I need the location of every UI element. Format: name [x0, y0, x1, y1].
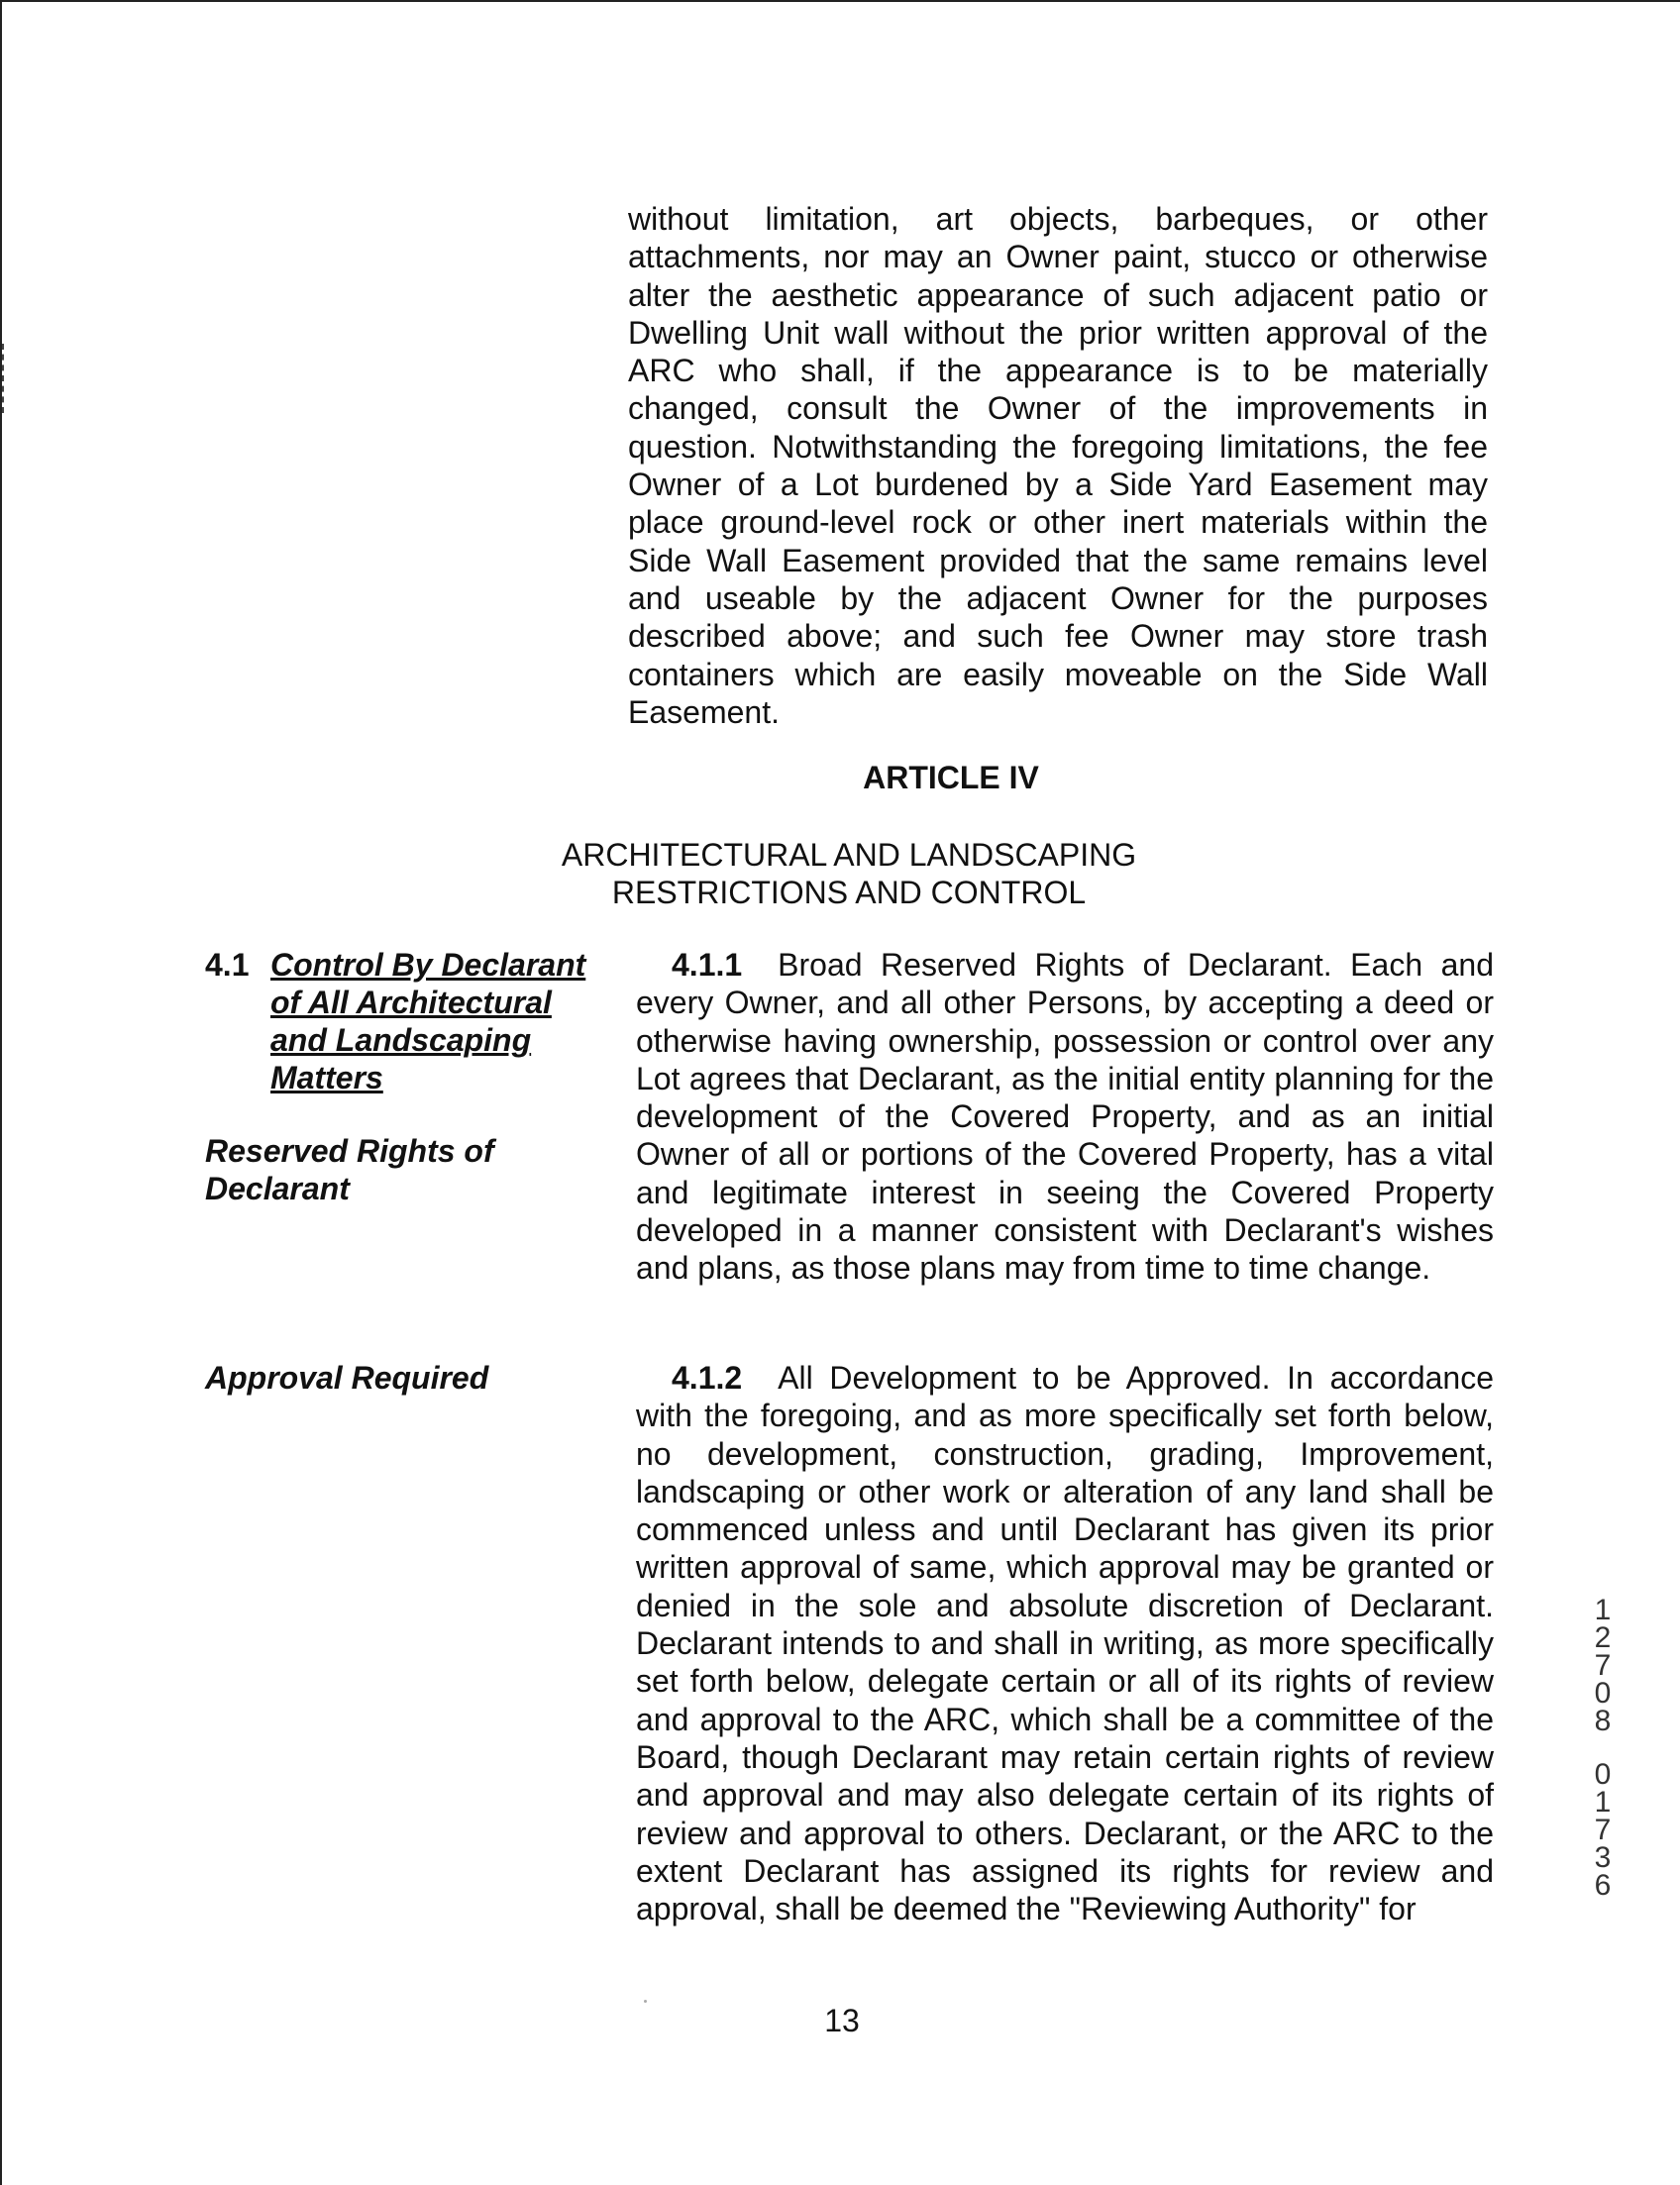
stamp-digit: 6 [1594, 1869, 1612, 1902]
section-4-1-2 [636, 1359, 1494, 1927]
section-4-1-1 [636, 946, 1494, 1288]
stamp-digit: 8 [1594, 1705, 1612, 1737]
stamp-digit: 7 [1594, 1814, 1612, 1846]
article-subtitle-line-1: ARCHITECTURAL AND LANDSCAPING [561, 837, 1137, 873]
stamp-digit: 3 [1594, 1841, 1612, 1874]
section-4-1-1-text: Broad Reserved Rights of Declarant. Each and every Owner, and all other Persons, by accepting a deed or otherwise having ownership, possession or control over any Lot agrees that Declarant, as the initial entity planning for the development of the Covered Property, and as an initial Owner of all or portions of the Covered Property, has a vital and legitimate interest in seeing the Covered Property developed in a manner consistent with Declarant's wishes and plans, as those plans may from time to time change. [636, 947, 1494, 1287]
scan-edge-mark [2, 344, 8, 413]
sidebar-reserved-line-2: Declarant [205, 1171, 350, 1206]
sidebar-approval-required: Approval Required [205, 1360, 489, 1396]
stamp-digit: 2 [1594, 1621, 1612, 1654]
stamp-digit: 1 [1594, 1786, 1612, 1819]
stamp-digit: 7 [1594, 1649, 1612, 1682]
stamp-digit: 0 [1594, 1758, 1612, 1791]
sidebar-reserved-line-1: Reserved Rights of [205, 1133, 494, 1169]
article-title: ARTICLE IV [863, 760, 1039, 795]
page-number: 13 [824, 2003, 860, 2038]
stamp-digit: 0 [1594, 1677, 1612, 1710]
section-4-1-2-text: All Development to be Approved. In accordance with the foregoing, and as more specifically set forth below, no development, construction, grading, Improvement, landscaping or other work or alteration of any land shall be commenced unless and until Declarant has given its prior written approval of same, which approval may be granted or denied in the sole and absolute discretion of Declarant. Declarant intends to and shall in writing, as more specifically set forth below, delegate certain or all of its rights of review and approval to the ARC, which shall be a committee of the Board, though Declarant may retain certain rights of review and approval and may also delegate certain of its rights of review and approval to others. Declarant, or the ARC to the extent Declarant has assigned its rights for review and approval, shall be deemed the "Reviewing Authority" for [636, 1360, 1494, 1927]
stamp-digit: 1 [1594, 1594, 1612, 1626]
sidebar-heading-line-3: and Landscaping [270, 1022, 532, 1058]
sidebar-heading-line-4: Matters [270, 1060, 383, 1095]
recording-stamp [1585, 1594, 1621, 1902]
section-number-4-1-1: 4.1.1 [672, 947, 743, 983]
sidebar-heading-4-1 [205, 946, 621, 1096]
section-number-4-1-2: 4.1.2 [672, 1360, 743, 1396]
article-subtitle [507, 836, 1191, 911]
continued-paragraph: without limitation, art objects, barbeques, or other attachments, nor may an Owner paint, stucco or otherwise alter the aesthetic appearance of such adjacent patio or Dwelling Unit wall without the prior written approval of the ARC who shall, if the appearance is to be materially changed, consult the Owner of the improvements in question. Notwithstanding the foregoing limitations, the fee Owner of a Lot burdened by a Side Yard Easement may place ground-level rock or other inert materials within the Side Wall Easement provided that the same remains level and useable by the adjacent Owner for the purposes described above; and such fee Owner may store trash containers which are easily moveable on the Side Wall Easement. [628, 201, 1488, 730]
sidebar-heading-line-1: Control By Declarant [270, 947, 586, 983]
sidebar-reserved-rights [205, 1132, 621, 1207]
section-number-4-1: 4.1 [205, 947, 250, 983]
article-subtitle-line-2: RESTRICTIONS AND CONTROL [611, 875, 1087, 910]
sidebar-heading-line-2: of All Architectural [270, 985, 552, 1020]
